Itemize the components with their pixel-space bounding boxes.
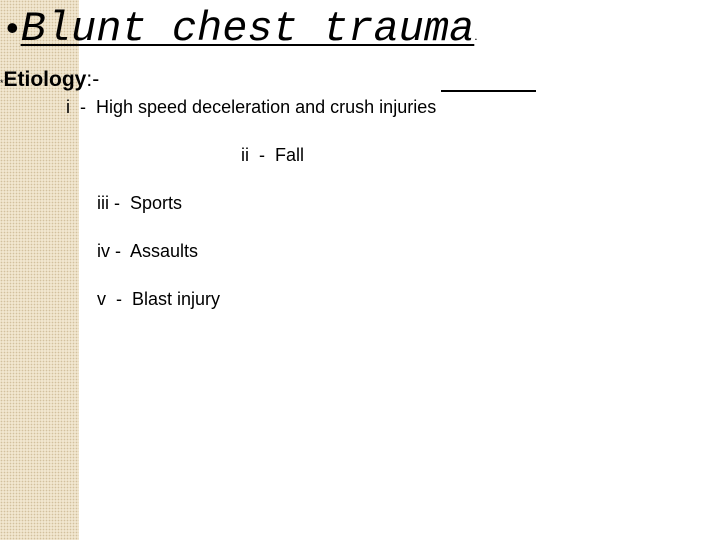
- etiology-marker: *: [0, 78, 4, 88]
- etiology-item-assaults: iv - Assaults: [97, 241, 199, 261]
- title-bullet-icon: •: [6, 7, 19, 48]
- etiology-item-fall: ii - Fall: [241, 145, 304, 165]
- title-text: Blunt chest trauma: [20, 5, 475, 53]
- title-trailing-mark: .: [474, 29, 478, 43]
- etiology-item-sports: iii - Sports: [97, 193, 183, 213]
- etiology-label: Etiology: [3, 68, 87, 91]
- etiology-item-high-speed: i - High speed deceleration and crush injuries: [66, 97, 437, 117]
- etiology-suffix: :-: [86, 68, 100, 91]
- decorative-underline-rule: [441, 90, 536, 92]
- etiology-heading: [0, 66, 99, 94]
- slide-title: [6, 2, 478, 62]
- etiology-item-blast-injury: v - Blast injury: [97, 289, 221, 309]
